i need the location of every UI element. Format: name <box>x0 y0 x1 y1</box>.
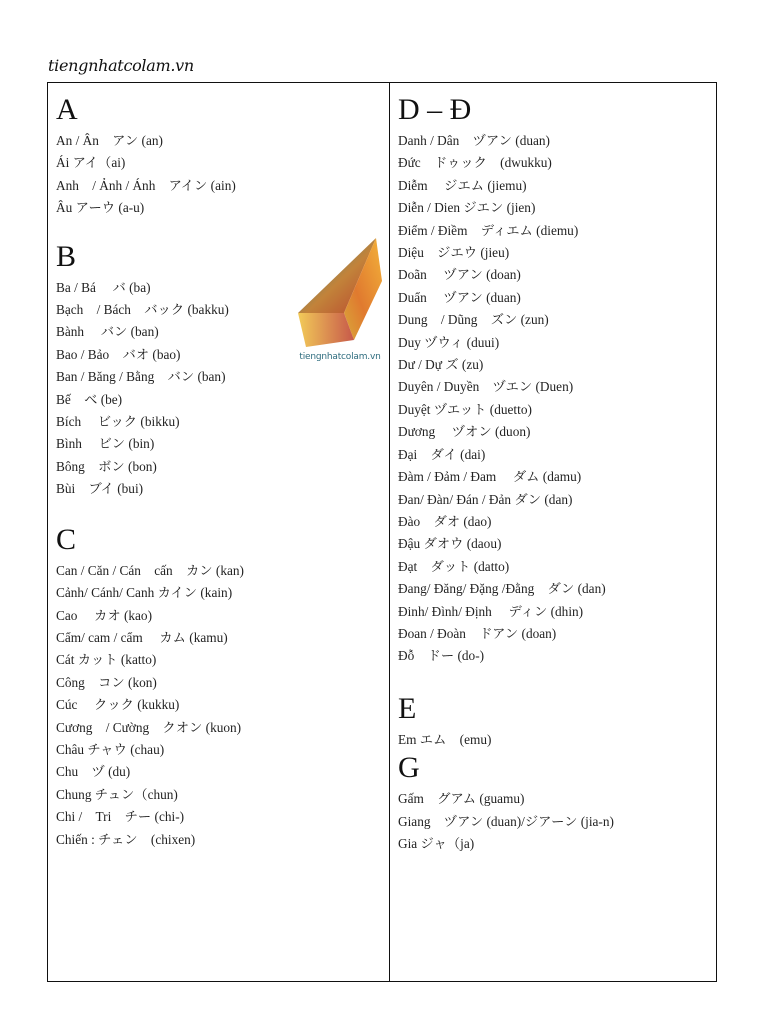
list-item: Chiến : チェン (chixen) <box>56 831 196 847</box>
logo-text: tiengnhatcolam.vn <box>299 352 381 362</box>
section-letter: A <box>56 93 78 126</box>
list-item: Công コン (kon) <box>56 674 157 690</box>
section-a <box>56 93 386 220</box>
section-letter: C <box>56 522 77 556</box>
list-item: Đạt ダット (datto) <box>398 558 510 574</box>
list-item: Duyên / Duyền ヅエン (Duen) <box>398 379 574 395</box>
section-letter: G <box>398 751 420 785</box>
list-item: Duy ヅウィ (duui) <box>398 334 500 350</box>
section-c <box>56 523 386 851</box>
site-header: tiengnhatcolam.vn <box>48 56 194 75</box>
list-item: Bế ベ (be) <box>56 391 123 407</box>
list-item: Điểm / Điềm ディエム (diemu) <box>398 222 579 238</box>
list-item: Cúc クック (kukku) <box>56 697 180 713</box>
list-item: Dung / Dũng ズン (zun) <box>398 312 549 328</box>
column-divider <box>389 83 390 981</box>
list-item: Đức ドゥック (dwukku) <box>398 155 552 171</box>
list-item: Chi / Tri チー (chi-) <box>56 809 185 825</box>
left-column <box>56 93 386 851</box>
right-column <box>398 93 713 855</box>
list-item: Anh / Ảnh / Ánh アイン (ain) <box>56 177 236 193</box>
list-item: Cương / Cường クオン (kuon) <box>56 719 242 735</box>
list-item: Bao / Bảo バオ (bao) <box>56 346 181 362</box>
brand-logo <box>290 235 390 370</box>
list-item: Gấm グアム (guamu) <box>398 791 525 807</box>
list-item: Đàm / Đảm / Đam ダム (damu) <box>398 469 582 485</box>
list-item: Cảnh/ Cánh/ Canh カイン (kain) <box>56 585 233 601</box>
list-item: Doãn ヅアン (doan) <box>398 267 521 283</box>
section-letter: B <box>56 239 77 273</box>
list-item: Đan/ Đàn/ Đán / Đản ダン (dan) <box>398 491 573 507</box>
list-item: Diễm ジエム (jiemu) <box>398 177 527 193</box>
list-item: Ban / Băng / Bằng バン (ban) <box>56 369 226 385</box>
list-item: Diễn / Dien ジエン (jien) <box>398 200 536 216</box>
section-d <box>398 93 713 668</box>
list-item: Em エム (emu) <box>398 731 492 747</box>
list-item: Bùi ブイ (bui) <box>56 481 144 497</box>
list-item: Danh / Dân ヅアン (duan) <box>398 133 550 148</box>
list-item: Cát カット (katto) <box>56 652 157 668</box>
list-item: Đại ダイ (dai) <box>398 446 486 462</box>
list-item: Đậu ダオウ (daou) <box>398 536 502 552</box>
section-e <box>398 692 713 751</box>
list-item: Ái アイ（ai) <box>56 155 126 171</box>
list-item: Đang/ Đăng/ Đặng /Đằng ダン (dan) <box>398 581 606 597</box>
list-item: Chu ヅ (du) <box>56 764 131 780</box>
list-item: Giang ヅアン (duan)/ジアーン (jia-n) <box>398 813 614 829</box>
list-item: Dư / Dự ズ (zu) <box>398 357 484 373</box>
list-item: Âu アーウ (a-u) <box>56 200 145 216</box>
list-item: Diệu ジエウ (jieu) <box>398 245 510 261</box>
section-g <box>398 751 713 855</box>
section-letter: D – Đ <box>398 93 472 126</box>
list-item: Chung チュン（chun) <box>56 786 178 802</box>
list-item: Can / Căn / Cán cấn カン (kan) <box>56 562 244 578</box>
list-item: Đoan / Đoàn ドアン (doan) <box>398 625 557 641</box>
list-item: Bành バン (ban) <box>56 324 159 340</box>
list-item: Đinh/ Đình/ Định ディン (dhin) <box>398 603 584 619</box>
list-item: Ba / Bá バ (ba) <box>56 279 151 295</box>
name-table <box>47 82 717 982</box>
list-item: Cao カオ (kao) <box>56 607 153 623</box>
list-item: Dương ヅオン (duon) <box>398 424 531 440</box>
logo-mark-icon <box>290 235 390 355</box>
list-item: Bình ビン (bin) <box>56 436 155 452</box>
list-item: Bạch / Bách バック (bakku) <box>56 302 229 318</box>
section-letter: E <box>398 691 417 725</box>
list-item: Bích ビック (bikku) <box>56 414 180 430</box>
list-item: Cẩm/ cam / cẩm カム (kamu) <box>56 629 228 645</box>
list-item: An / Ân アン (an) <box>56 133 163 148</box>
list-item: Duyệt ヅエット (duetto) <box>398 401 532 417</box>
list-item: Bông ボン (bon) <box>56 458 157 474</box>
list-item: Gia ジャ（ja) <box>398 835 475 851</box>
list-item: Châu チャウ (chau) <box>56 741 165 757</box>
list-item: Đỗ ドー (do-) <box>398 648 485 664</box>
list-item: Đào ダオ (dao) <box>398 513 492 529</box>
list-item: Duẩn ヅアン (duan) <box>398 289 521 305</box>
